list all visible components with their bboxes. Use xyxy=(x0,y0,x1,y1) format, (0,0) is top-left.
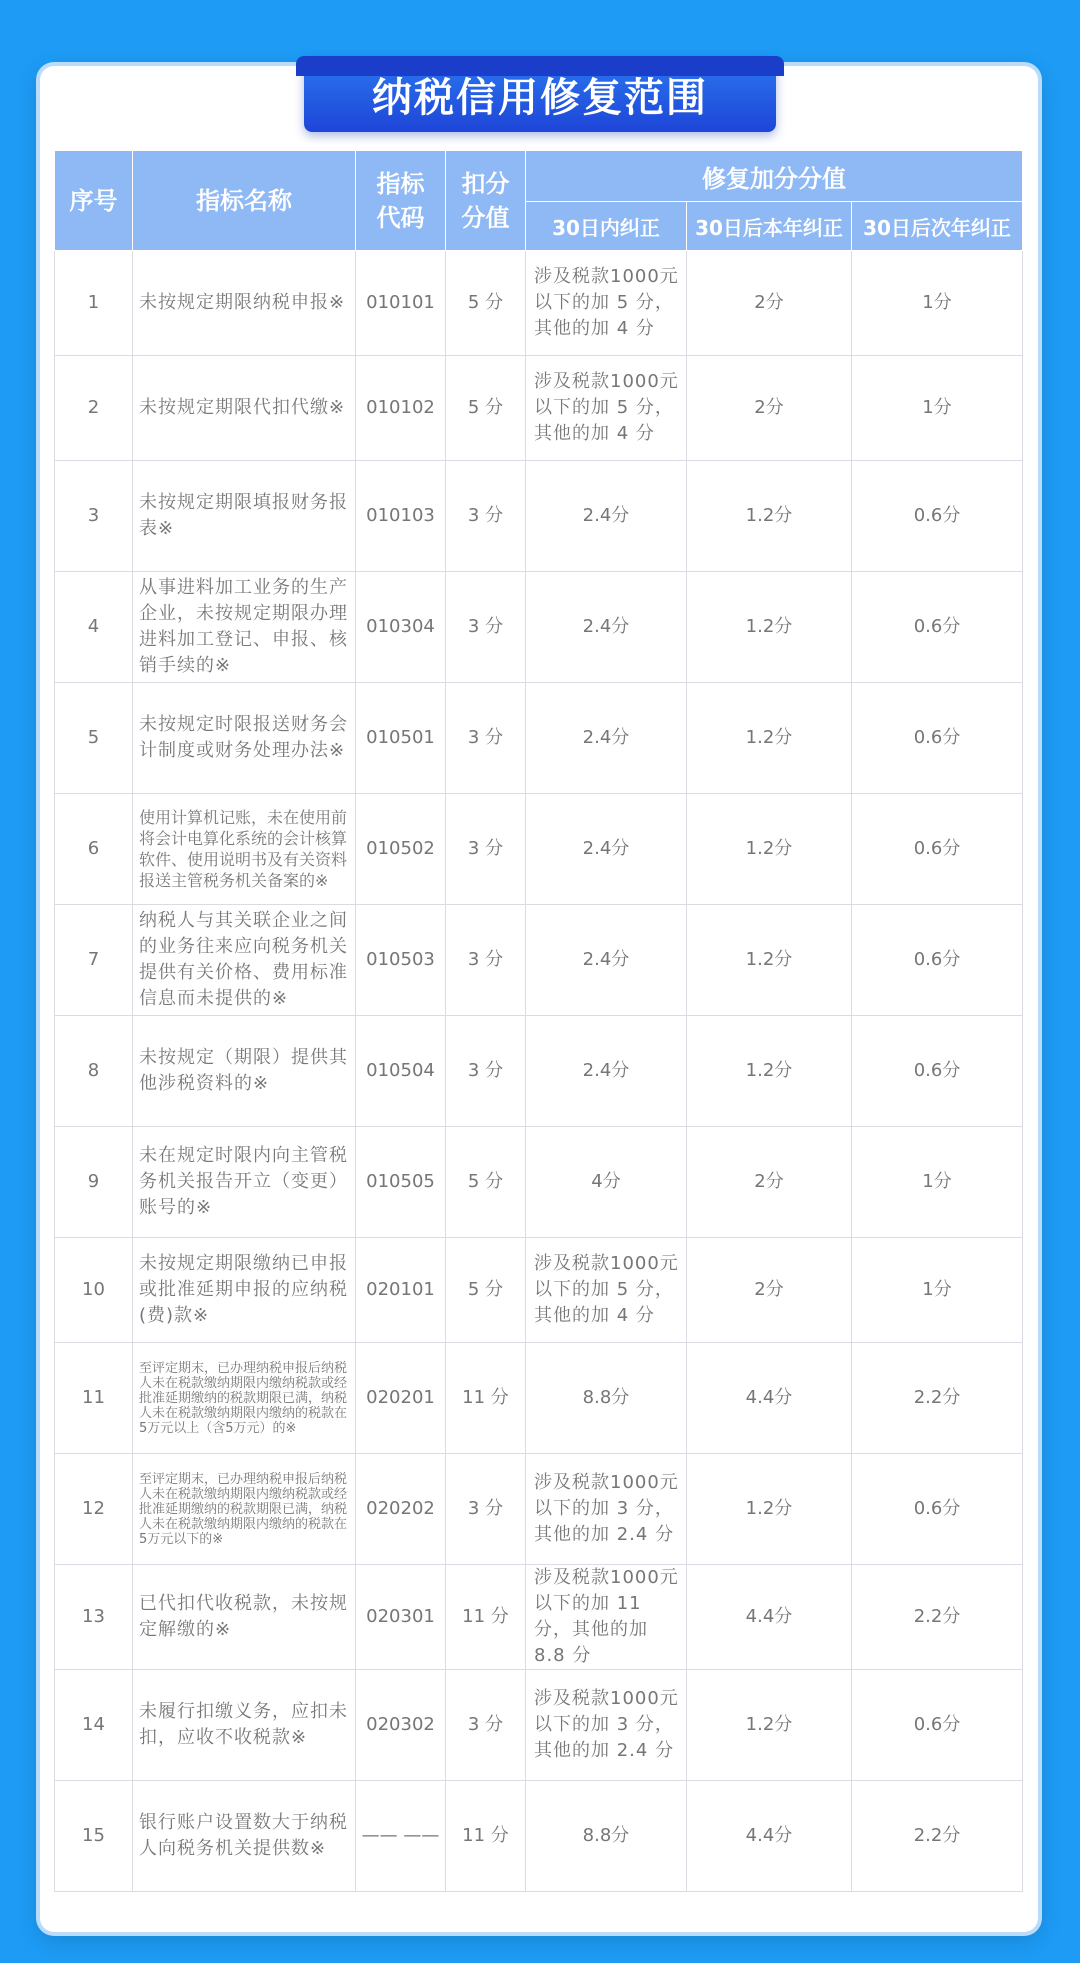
cell-after-next: 0.6分 xyxy=(852,572,1023,683)
table-body xyxy=(55,251,1023,1892)
cell-seq: 1 xyxy=(55,251,133,356)
cell-seq: 2 xyxy=(55,356,133,461)
table-row xyxy=(55,1781,1023,1892)
cell-after-this: 1.2分 xyxy=(687,905,852,1016)
table-row xyxy=(55,251,1023,356)
cell-after-this: 1.2分 xyxy=(687,683,852,794)
cell-name: 未按规定期限缴纳已申报或批准延期申报的应纳税(费)款※ xyxy=(133,1238,356,1343)
cell-deduct: 11 分 xyxy=(446,1565,526,1670)
table-row xyxy=(55,1565,1023,1670)
header-code: 指标代码 xyxy=(356,151,446,251)
cell-code: 020202 xyxy=(356,1454,446,1565)
cell-after-this: 1.2分 xyxy=(687,1454,852,1565)
cell-name: 未按规定时限报送财务会计制度或财务处理办法※ xyxy=(133,683,356,794)
cell-seq: 13 xyxy=(55,1565,133,1670)
cell-after-this: 2分 xyxy=(687,356,852,461)
cell-name: 未按规定期限代扣代缴※ xyxy=(133,356,356,461)
cell-within30: 2.4分 xyxy=(526,794,687,905)
table-row xyxy=(55,1016,1023,1127)
cell-seq: 10 xyxy=(55,1238,133,1343)
cell-seq: 3 xyxy=(55,461,133,572)
cell-deduct: 5 分 xyxy=(446,251,526,356)
cell-after-this: 4.4分 xyxy=(687,1565,852,1670)
cell-after-this: 1.2分 xyxy=(687,794,852,905)
cell-after-next: 0.6分 xyxy=(852,794,1023,905)
cell-deduct: 3 分 xyxy=(446,683,526,794)
cell-after-this: 2分 xyxy=(687,1127,852,1238)
cell-name: 至评定期末，已办理纳税申报后纳税人未在税款缴纳期限内缴纳税款或经批准延期缴纳的税款期限已满，纳税人未在税款缴纳期限内缴纳的税款在5万元以下的※ xyxy=(133,1454,356,1565)
cell-code: 010102 xyxy=(356,356,446,461)
cell-code: 020302 xyxy=(356,1670,446,1781)
table-row xyxy=(55,683,1023,794)
cell-after-next: 1分 xyxy=(852,1238,1023,1343)
cell-after-this: 1.2分 xyxy=(687,461,852,572)
cell-name: 从事进料加工业务的生产企业，未按规定期限办理进料加工登记、申报、核销手续的※ xyxy=(133,572,356,683)
cell-within30: 涉及税款1000元以下的加 11 分，其他的加 8.8 分 xyxy=(526,1565,687,1670)
cell-seq: 15 xyxy=(55,1781,133,1892)
cell-deduct: 11 分 xyxy=(446,1343,526,1454)
cell-after-this: 1.2分 xyxy=(687,1016,852,1127)
title-banner xyxy=(304,56,776,132)
cell-name: 未按规定（期限）提供其他涉税资料的※ xyxy=(133,1016,356,1127)
table-row xyxy=(55,356,1023,461)
table-row xyxy=(55,794,1023,905)
cell-code: 010504 xyxy=(356,1016,446,1127)
cell-code: 020101 xyxy=(356,1238,446,1343)
cell-name: 使用计算机记账，未在使用前将会计电算化系统的会计核算软件、使用说明书及有关资料报送主管税务机关备案的※ xyxy=(133,794,356,905)
cell-code: 020301 xyxy=(356,1565,446,1670)
header-after30-this-year: 30日后本年纠正 xyxy=(687,202,852,251)
cell-after-this: 2分 xyxy=(687,251,852,356)
cell-after-next: 0.6分 xyxy=(852,461,1023,572)
cell-name: 纳税人与其关联企业之间的业务往来应向税务机关提供有关价格、费用标准信息而未提供的※ xyxy=(133,905,356,1016)
cell-within30: 2.4分 xyxy=(526,461,687,572)
cell-seq: 12 xyxy=(55,1454,133,1565)
cell-code: 010503 xyxy=(356,905,446,1016)
cell-within30: 涉及税款1000元以下的加 5 分，其他的加 4 分 xyxy=(526,356,687,461)
cell-seq: 9 xyxy=(55,1127,133,1238)
cell-code: 010304 xyxy=(356,572,446,683)
cell-after-next: 1分 xyxy=(852,1127,1023,1238)
cell-after-next: 1分 xyxy=(852,356,1023,461)
cell-within30: 2.4分 xyxy=(526,905,687,1016)
header-seq: 序号 xyxy=(55,151,133,251)
cell-deduct: 5 分 xyxy=(446,1238,526,1343)
cell-after-this: 1.2分 xyxy=(687,1670,852,1781)
cell-name: 未按规定期限填报财务报表※ xyxy=(133,461,356,572)
cell-code: —— —— xyxy=(356,1781,446,1892)
cell-after-this: 4.4分 xyxy=(687,1343,852,1454)
cell-code: 020201 xyxy=(356,1343,446,1454)
cell-after-next: 0.6分 xyxy=(852,683,1023,794)
table-row xyxy=(55,1127,1023,1238)
cell-deduct: 3 分 xyxy=(446,1670,526,1781)
cell-deduct: 3 分 xyxy=(446,572,526,683)
cell-name: 未按规定期限纳税申报※ xyxy=(133,251,356,356)
cell-deduct: 3 分 xyxy=(446,905,526,1016)
header-within30: 30日内纠正 xyxy=(526,202,687,251)
header-deduct: 扣分分值 xyxy=(446,151,526,251)
cell-code: 010103 xyxy=(356,461,446,572)
cell-within30: 涉及税款1000元以下的加 3 分，其他的加 2.4 分 xyxy=(526,1670,687,1781)
table-row xyxy=(55,1238,1023,1343)
cell-after-next: 0.6分 xyxy=(852,1016,1023,1127)
cell-seq: 5 xyxy=(55,683,133,794)
table-row xyxy=(55,572,1023,683)
header-name: 指标名称 xyxy=(133,151,356,251)
cell-deduct: 3 分 xyxy=(446,461,526,572)
cell-within30: 8.8分 xyxy=(526,1781,687,1892)
cell-after-next: 1分 xyxy=(852,251,1023,356)
cell-deduct: 3 分 xyxy=(446,794,526,905)
table-row xyxy=(55,1454,1023,1565)
cell-seq: 14 xyxy=(55,1670,133,1781)
table-header xyxy=(55,151,1023,251)
cell-deduct: 5 分 xyxy=(446,356,526,461)
cell-after-next: 2.2分 xyxy=(852,1565,1023,1670)
cell-within30: 2.4分 xyxy=(526,683,687,794)
page-title: 纳税信用修复范围 xyxy=(372,74,708,121)
cell-within30: 4分 xyxy=(526,1127,687,1238)
cell-within30: 涉及税款1000元以下的加 5 分，其他的加 4 分 xyxy=(526,1238,687,1343)
cell-seq: 11 xyxy=(55,1343,133,1454)
repair-scope-table xyxy=(54,150,1023,1892)
cell-name: 未履行扣缴义务，应扣未扣，应收不收税款※ xyxy=(133,1670,356,1781)
cell-after-this: 1.2分 xyxy=(687,572,852,683)
cell-seq: 4 xyxy=(55,572,133,683)
cell-within30: 2.4分 xyxy=(526,572,687,683)
cell-seq: 8 xyxy=(55,1016,133,1127)
cell-within30: 2.4分 xyxy=(526,1016,687,1127)
cell-after-next: 2.2分 xyxy=(852,1343,1023,1454)
cell-name: 至评定期末，已办理纳税申报后纳税人未在税款缴纳期限内缴纳税款或经批准延期缴纳的税款期限已满，纳税人未在税款缴纳期限内缴纳的税款在5万元以上（含5万元）的※ xyxy=(133,1343,356,1454)
header-after30-next-year: 30日后次年纠正 xyxy=(852,202,1023,251)
cell-within30: 8.8分 xyxy=(526,1343,687,1454)
cell-code: 010501 xyxy=(356,683,446,794)
cell-after-this: 2分 xyxy=(687,1238,852,1343)
cell-deduct: 5 分 xyxy=(446,1127,526,1238)
cell-seq: 6 xyxy=(55,794,133,905)
table-row xyxy=(55,461,1023,572)
cell-deduct: 3 分 xyxy=(446,1454,526,1565)
table-row xyxy=(55,905,1023,1016)
cell-after-next: 0.6分 xyxy=(852,905,1023,1016)
cell-within30: 涉及税款1000元以下的加 5 分，其他的加 4 分 xyxy=(526,251,687,356)
cell-after-next: 2.2分 xyxy=(852,1781,1023,1892)
table-row xyxy=(55,1670,1023,1781)
cell-code: 010101 xyxy=(356,251,446,356)
cell-after-this: 4.4分 xyxy=(687,1781,852,1892)
header-repair-group: 修复加分分值 xyxy=(526,151,1023,202)
cell-name: 未在规定时限内向主管税务机关报告开立（变更）账号的※ xyxy=(133,1127,356,1238)
cell-seq: 7 xyxy=(55,905,133,1016)
cell-after-next: 0.6分 xyxy=(852,1454,1023,1565)
cell-code: 010502 xyxy=(356,794,446,905)
cell-deduct: 11 分 xyxy=(446,1781,526,1892)
cell-after-next: 0.6分 xyxy=(852,1670,1023,1781)
cell-within30: 涉及税款1000元以下的加 3 分，其他的加 2.4 分 xyxy=(526,1454,687,1565)
cell-code: 010505 xyxy=(356,1127,446,1238)
table-row xyxy=(55,1343,1023,1454)
cell-name: 已代扣代收税款，未按规定解缴的※ xyxy=(133,1565,356,1670)
cell-name: 银行账户设置数大于纳税人向税务机关提供数※ xyxy=(133,1781,356,1892)
cell-deduct: 3 分 xyxy=(446,1016,526,1127)
